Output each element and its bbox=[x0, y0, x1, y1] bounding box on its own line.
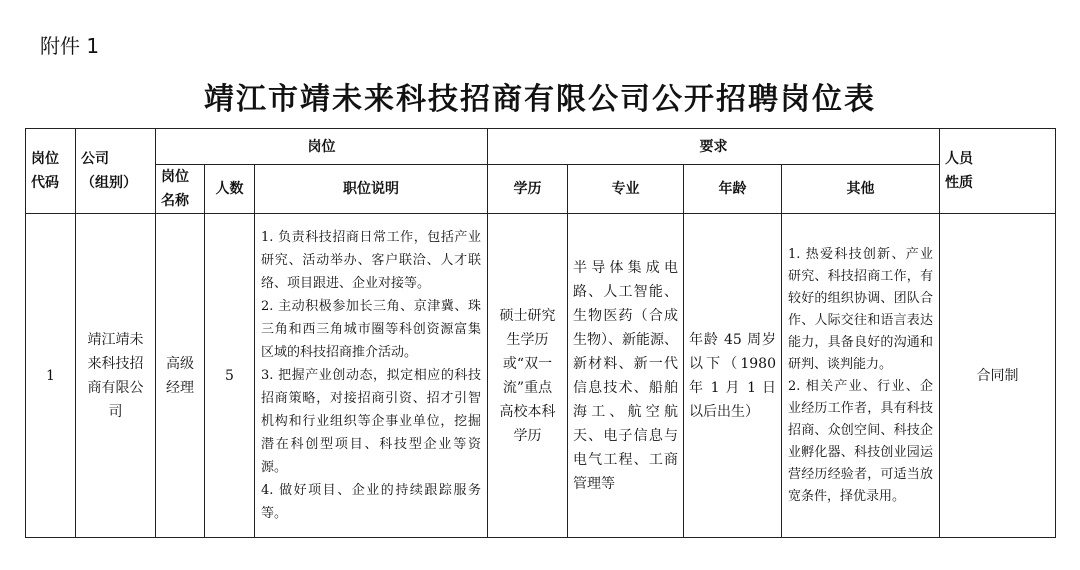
header-age: 年龄 bbox=[684, 165, 782, 214]
header-requirements-group: 要求 bbox=[488, 129, 940, 165]
header-duties: 职位说明 bbox=[255, 165, 488, 214]
header-headcount: 人数 bbox=[205, 165, 255, 214]
cell-headcount: 5 bbox=[205, 214, 255, 538]
header-code: 岗位 代码 bbox=[26, 129, 76, 214]
cell-company: 靖江靖未 来科技招 商有限公 司 bbox=[76, 214, 156, 538]
cell-duties: 1. 负责科技招商日常工作，包括产业研究、活动举办、客户联洽、人才联络、项目跟进、企业对接等。 2. 主动积极参加长三角、京津冀、珠三角和西三角城市圈等科创资源富集区域的科技招商推介活动。 3. 把握产业创动态，拟定相应的科技招商策略，对接招商引资、招才引智机构和行业组织等企事业单位，挖掘潜在科创型项目、科技型企业等资源。 4. 做好项目、企业的持续跟踪服务等。 bbox=[255, 214, 488, 538]
page-title: 靖江市靖未来科技招商有限公司公开招聘岗位表 bbox=[204, 82, 876, 117]
cell-position-name: 高级 经理 bbox=[156, 214, 205, 538]
cell-education: 硕士研究 生学历 或“双一 流”重点 高校本科 学历 bbox=[488, 214, 568, 538]
cell-personnel-type: 合同制 bbox=[940, 214, 1056, 538]
header-personnel-type: 人员 性质 bbox=[940, 129, 1056, 214]
table-row bbox=[26, 214, 1056, 538]
attachment-label: 附件 1 bbox=[40, 34, 100, 58]
header-other: 其他 bbox=[782, 165, 940, 214]
cell-major: 半导体集成电路、人工智能、生物医药（合成生物）、新能源、新材料、新一代信息技术、船舶海工、航空航天、电子信息与电气工程、工商管理等 bbox=[568, 214, 684, 538]
header-position-group: 岗位 bbox=[156, 129, 488, 165]
header-position-name: 岗位 名称 bbox=[156, 165, 205, 214]
cell-code: 1 bbox=[26, 214, 76, 538]
cell-other: 1. 热爱科技创新、产业研究、科技招商工作，有较好的组织协调、团队合作、人际交往和语言表达能力，具备良好的沟通和研判、谈判能力。 2. 相关产业、行业、企业经历工作者，具有科技招商、众创空间、科技企业孵化器、科技创业园运营经历经验者，可适当放宽条件，择优录用。 bbox=[782, 214, 940, 538]
recruitment-table bbox=[25, 128, 1056, 538]
cell-age: 年龄 45 周岁以下（1980 年 1 月 1 日以后出生） bbox=[684, 214, 782, 538]
header-company: 公司 （组别） bbox=[76, 129, 156, 214]
header-education: 学历 bbox=[488, 165, 568, 214]
header-major: 专业 bbox=[568, 165, 684, 214]
